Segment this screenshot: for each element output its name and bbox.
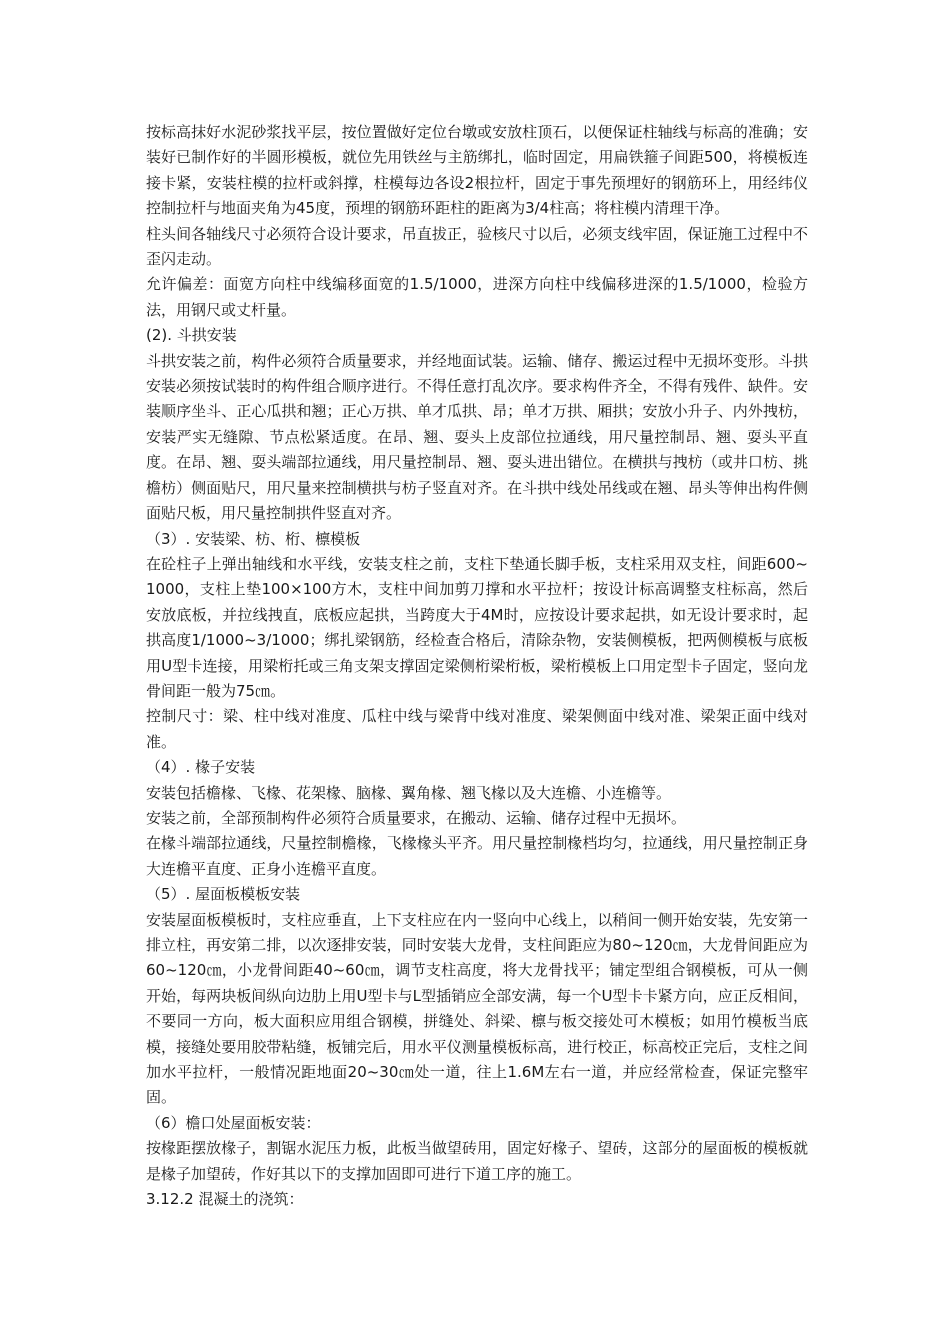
section-heading-concrete-pouring: 3.12.2 混凝土的浇筑： [146,1190,304,1209]
document-body [146,120,808,1212]
paragraph-rafter-prerequisite: 安装之前，全部预制构件必须符合质量要求，在搬动、运输、储存过程中无损坏。 [146,808,687,827]
paragraph-roof-formwork: 安装屋面板模板时，支柱应垂直，上下支柱应在内一竖向中心线上，以稍间一侧开始安装，先安第一排立柱，再安第二排，以次逐排安装，同时安装大龙骨，支柱间距应为80~120㎝，大龙骨间距应为60~120㎝，小龙骨间距40~60㎝，调节支柱高度，将大龙骨找平；铺定型组合钢模板，可从一侧开始，每两块板间纵向边肋上用U型卡与L型插销应全部安满，每一个U型卡卡紧方向，应正反相间，不要同一方向，板大面积应用组合钢模，拼缝处、斜梁、檩与板交接处可木模板；如用竹模板当底模，接缝处要用胶带粘缝，板铺完后，用水平仪测量模板标高，进行校正，标高校正完后，支柱之间加水平拉杆，一般情况距地面20~30㎝处一道，往上1.6M左右一道，并应经常检查，保证完整牢固。 [146,910,808,1107]
section-heading-roof-formwork: （5）. 屋面板模板安装 [146,885,301,904]
paragraph-column-installation: 按标高抹好水泥砂浆找平层，按位置做好定位台墩或安放柱顶石，以便保证柱轴线与标高的准确；安装好已制作好的半圆形模板，就位先用铁丝与主筋绑扎，临时固定，用扁铁箍子间距500，将模板连接卡紧，安装柱模的拉杆或斜撑，柱模每边各设2根拉杆，固定于事先预埋好的钢筋环上，用经纬仪控制拉杆与地面夹角为45度，预埋的钢筋环距柱的距离为3/4柱高；将柱模内清理干净。 [146,123,808,218]
paragraph-rafter-scope: 安装包括檐椽、飞椽、花架椽、脑椽、翼角椽、翘飞椽以及大连檐、小连檐等。 [146,783,672,802]
paragraph-allowable-deviation: 允许偏差：面宽方向柱中线编移面宽的1.5/1000，进深方向柱中线偏移进深的1.5/1000，检验方法，用钢尺或丈杆量。 [146,275,808,319]
paragraph-bracket-installation: 斗拱安装之前，构件必须符合质量要求，并经地面试装。运输、储存、搬运过程中无损坏变形。斗拱安装必须按试装时的构件组合顺序进行。不得任意打乱次序。要求构件齐全，不得有残件、缺件。安装顺序坐斗、正心瓜拱和翘；正心万拱、单才瓜拱、昂；单才万拱、厢拱；安放小升子、内外拽枋，安装严实无缝隙、节点松紧适度。在昂、翘、耍头上皮部位拉通线，用尺量控制昂、翘、耍头平直度。在昂、翘、耍头端部拉通线，用尺量控制昂、翘、耍头进出错位。在横拱与拽枋（或井口枋、挑檐枋）侧面贴尺，用尺量来控制横拱与枋子竖直对齐。在斗拱中线处吊线或在翘、昂头等伸出构件侧面贴尺板，用尺量控制拱件竖直对齐。 [146,351,808,523]
section-heading-bracket-installation: (2). 斗拱安装 [146,326,237,345]
section-heading-rafter-installation: （4）. 椽子安装 [146,758,256,777]
paragraph-eave-roof-slab: 按椽距摆放椽子，割锯水泥压力板，此板当做望砖用，固定好椽子、望砖，这部分的屋面板的模板就是椽子加望砖，作好其以下的支撑加固即可进行下道工序的施工。 [146,1139,808,1183]
section-heading-eave-roof-slab: （6）檐口处屋面板安装： [146,1113,321,1132]
section-heading-beam-formwork: （3）. 安装梁、枋、桁、檩模板 [146,529,361,548]
paragraph-axis-dimensions: 柱头间各轴线尺寸必须符合设计要求，吊直拔正，验核尺寸以后，必须支线牢固，保证施工过程中不歪闪走动。 [146,224,808,269]
paragraph-rafter-alignment: 在椽斗端部拉通线，尺量控制檐椽，飞椽椽头平齐。用尺量控制椽档均匀，拉通线，用尺量控制正身大连檐平直度、正身小连檐平直度。 [146,834,808,878]
paragraph-beam-formwork: 在砼柱子上弹出轴线和水平线，安装支柱之前，支柱下垫通长脚手板，支柱采用双支柱，间距600~1000，支柱上垫100×100方木，支柱中间加剪刀撑和水平拉杆；按设计标高调整支柱标高，然后安放底板，并拉线拽直，底板应起拱，当跨度大于4M时，应按设计要求起拱，如无设计要求时，起拱高度1/1000~3/1000；绑扎梁钢筋，经检查合格后，清除杂物，安装侧模板，把两侧模板与底板用U型卡连接，用梁桁托或三角支架支撑固定梁侧桁梁桁板，梁桁模板上口用定型卡子固定，竖向龙骨间距一般为75㎝。 [146,554,808,700]
paragraph-control-dimensions: 控制尺寸：梁、柱中线对准度、瓜柱中线与梁背中线对准度、梁架侧面中线对准、梁架正面中线对准。 [146,707,808,751]
